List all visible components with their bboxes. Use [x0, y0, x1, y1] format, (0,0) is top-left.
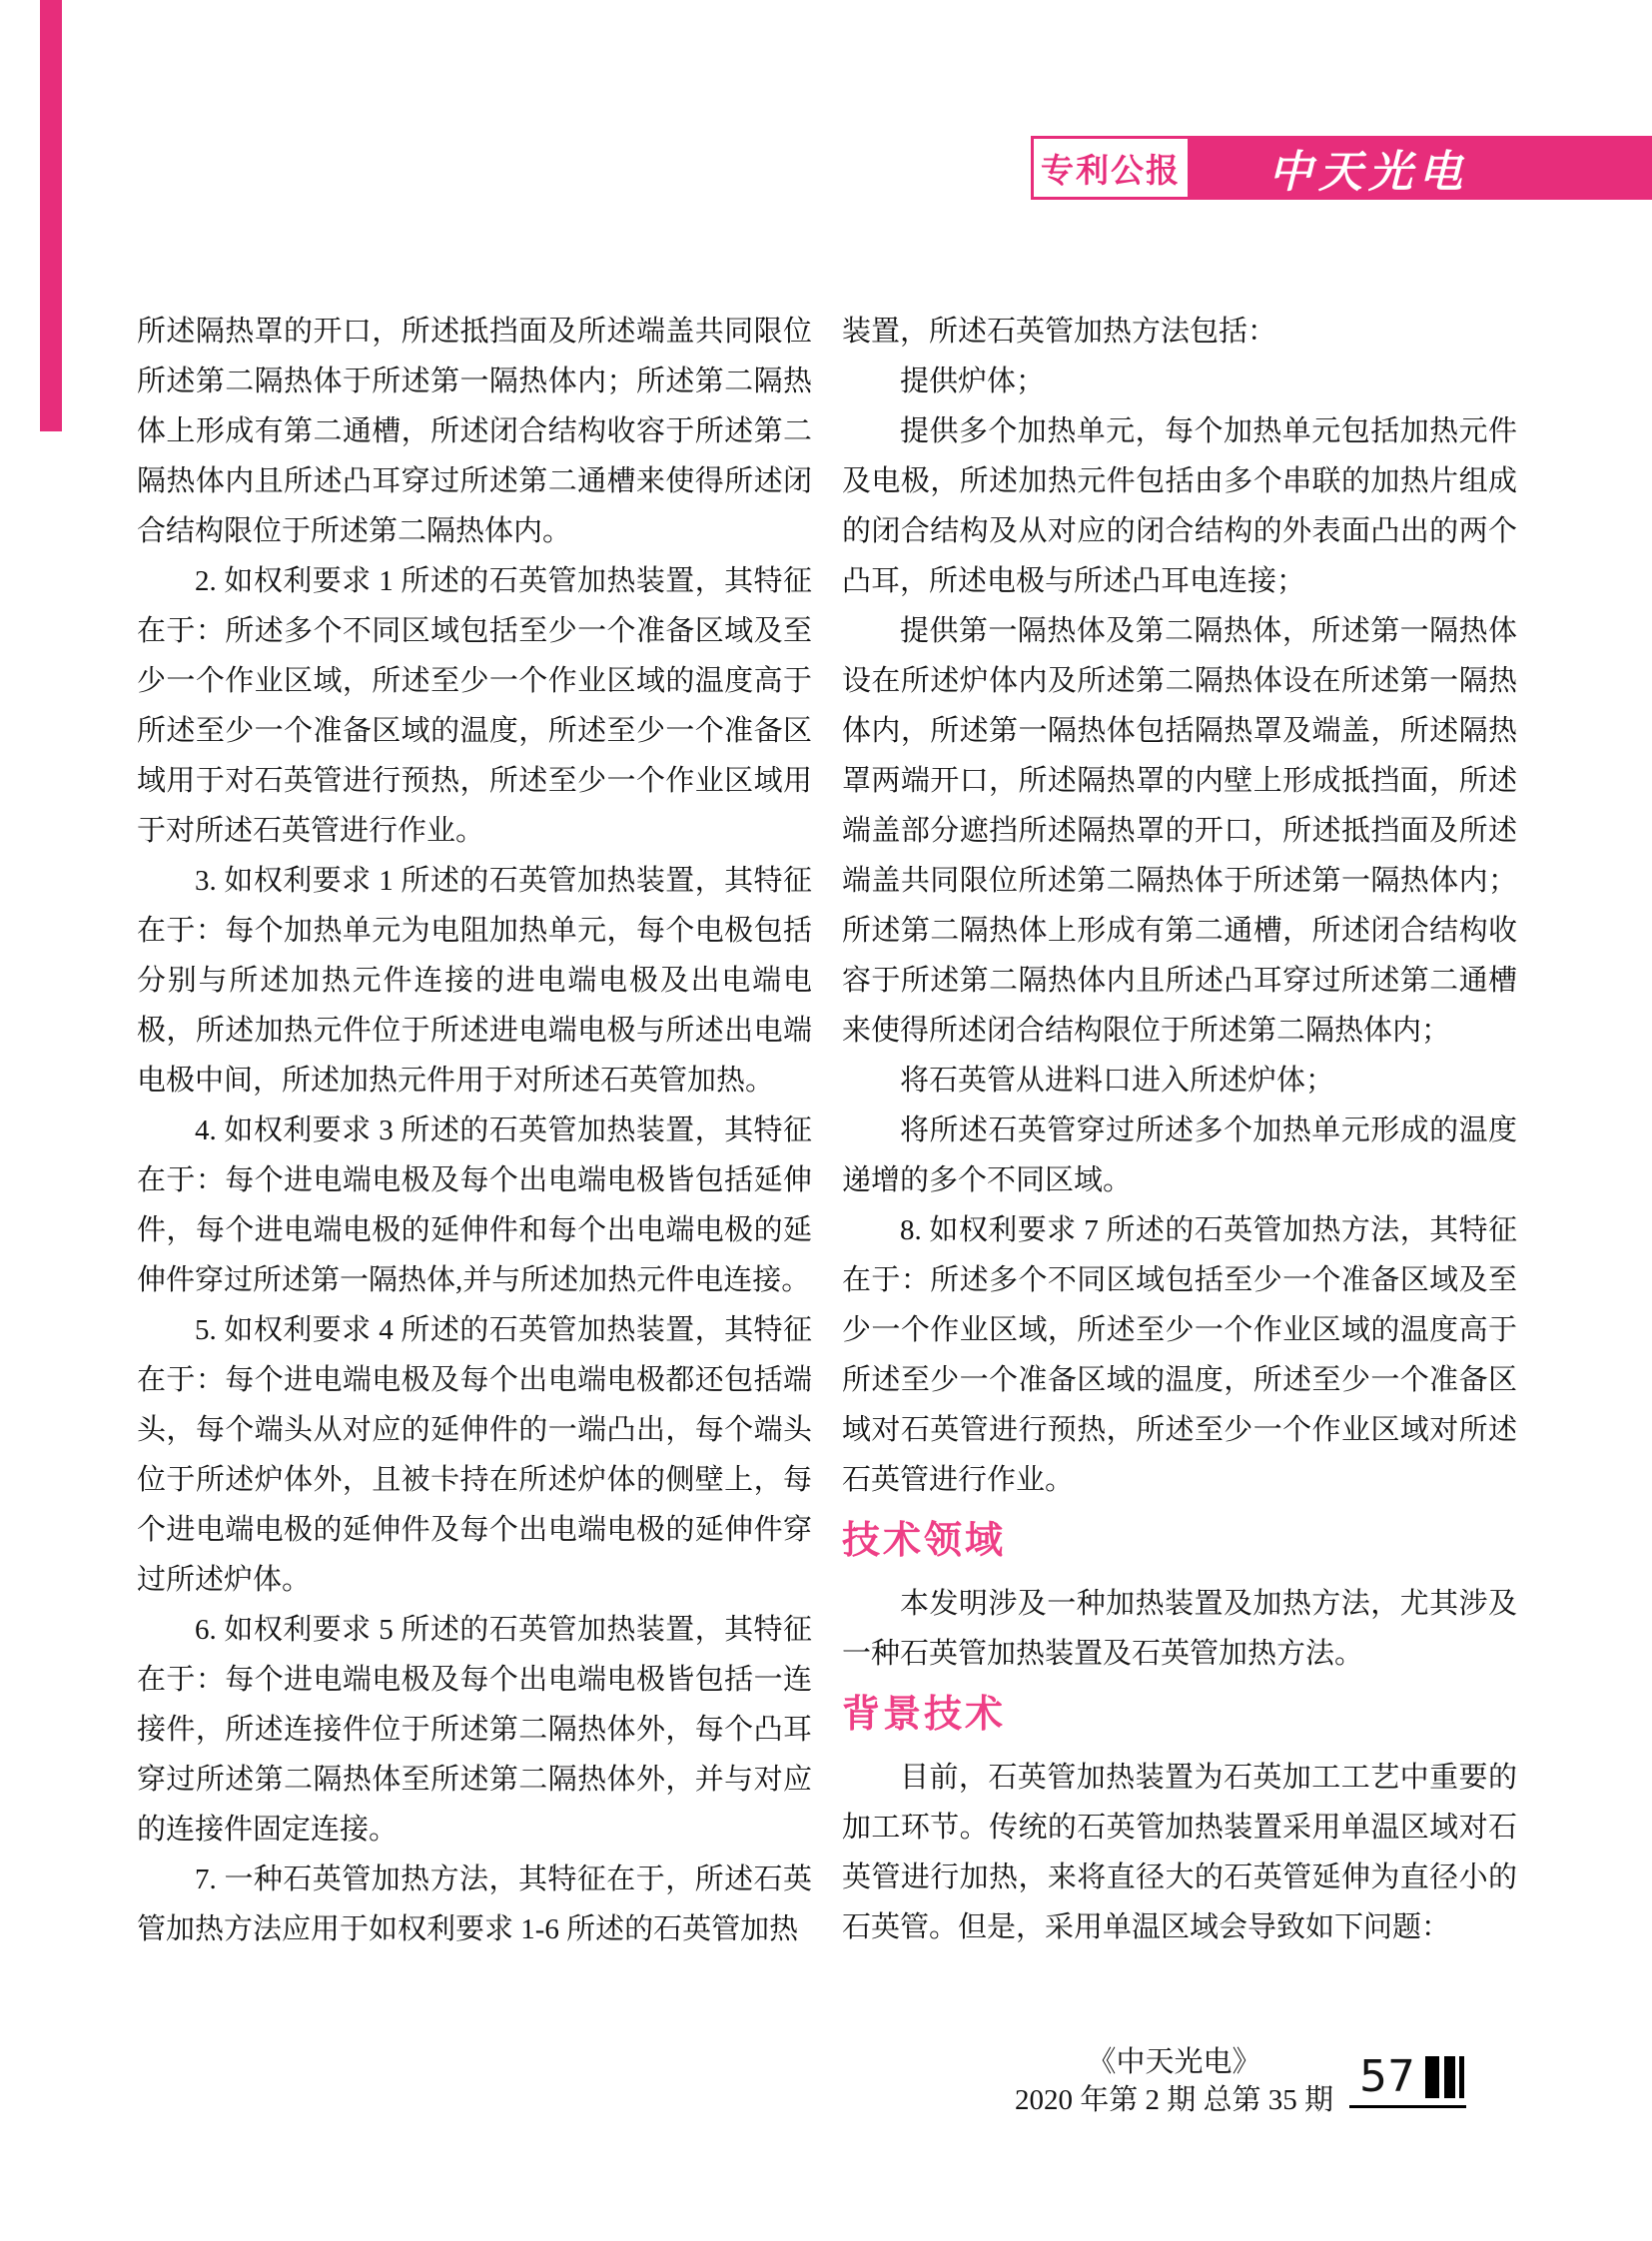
issue-info: 2020 年第 2 期 总第 35 期 [1014, 2084, 1333, 2116]
body-paragraph: 4. 如权利要求 3 所述的石英管加热装置，其特征在于：每个进电端电极及每个出电端电极皆包括延伸件，每个进电端电极的延伸件和每个出电端电极的延伸件穿过所述第一隔热体,并与所述加热元件电连接。 [137, 1115, 812, 1296]
body-paragraph: 目前，石英管加热装置为石英加工工艺中重要的加工环节。传统的石英管加热装置采用单温区域对石英管进行加热，来将直径大的石英管延伸为直径小的石英管。但是，采用单温区域会导致如下问题： [842, 1762, 1517, 1943]
body-paragraph: 8. 如权利要求 7 所述的石英管加热方法，其特征在于：所述多个不同区域包括至少一个准备区域及至少一个作业区域，所述至少一个作业区域的温度高于所述至少一个准备区域的温度，所述至少一个准备区域对石英管进行预热，所述至少一个作业区域对所述石英管进行作业。 [842, 1214, 1517, 1496]
column-right [842, 307, 1517, 1952]
bar-icon [1444, 2056, 1455, 2098]
body-paragraph: 提供第一隔热体及第二隔热体，所述第一隔热体设在所述炉体内及所述第二隔热体设在所述第一隔热体内，所述第一隔热体包括隔热罩及端盖，所述隔热罩两端开口，所述隔热罩的内壁上形成抵挡面，所述端盖部分遮挡所述隔热罩的开口，所述抵挡面及所述端盖共同限位所述第二隔热体于所述第一隔热体内；所述第二隔热体上形成有第二通槽，所述闭合结构收容于所述第二隔热体内且所述凸耳穿过所述第二通槽来使得所述闭合结构限位于所述第二隔热体内； [842, 615, 1517, 1047]
body-paragraph: 所述隔热罩的开口，所述抵挡面及所述端盖共同限位所述第二隔热体于所述第一隔热体内；所述第二隔热体上形成有第二通槽，所述闭合结构收容于所述第二隔热体内且所述凸耳穿过所述第二通槽来使得所述闭合结构限位于所述第二隔热体内。 [137, 316, 812, 547]
section-tag: 专利公报 [1031, 136, 1191, 200]
section-heading: 技术领域 [842, 1520, 1007, 1562]
body-paragraph: 将所述石英管穿过所述多个加热单元形成的温度递增的多个不同区域。 [842, 1115, 1517, 1196]
page-number: 57 [1359, 2051, 1415, 2102]
body-paragraph: 装置，所述石英管加热方法包括： [842, 316, 1277, 348]
body-paragraph: 5. 如权利要求 4 所述的石英管加热装置，其特征在于：每个进电端电极及每个出电端电极都还包括端头，每个端头从对应的延伸件的一端凸出，每个端头位于所述炉体外，且被卡持在所述炉体的侧壁上，每个进电端电极的延伸件及每个出电端电极的延伸件穿过所述炉体。 [137, 1314, 812, 1596]
section-heading: 背景技术 [842, 1694, 1007, 1736]
body-paragraph: 7. 一种石英管加热方法，其特征在于，所述石英管加热方法应用于如权利要求 1-6 所述的石英管加热 [137, 1864, 812, 1945]
body-paragraph: 本发明涉及一种加热装置及加热方法，尤其涉及一种石英管加热装置及石英管加热方法。 [842, 1588, 1517, 1670]
column-left [137, 307, 812, 1954]
body-paragraph: 提供多个加热单元，每个加热单元包括加热元件及电极，所述加热元件包括由多个串联的加热片组成的闭合结构及从对应的闭合结构的外表面凸出的两个凸耳，所述电极与所述凸耳电连接； [842, 415, 1517, 597]
footer-publication-info [1015, 2043, 1333, 2119]
body-paragraph: 3. 如权利要求 1 所述的石英管加热装置，其特征在于：每个加热单元为电阻加热单元，每个电极包括分别与所述加热元件连接的进电端电极及出电端电极，所述加热元件位于所述进电端电极与所述出电端电极中间，所述加热元件用于对所述石英管加热。 [137, 865, 812, 1097]
journal-title: 《中天光电》 [1087, 2046, 1261, 2078]
page-number-group [1349, 2051, 1466, 2108]
page-footer [1015, 2043, 1466, 2119]
bar-icon [1425, 2056, 1439, 2098]
bar-icon [1459, 2056, 1464, 2098]
brand-logo: 中天光电 [1191, 136, 1652, 200]
body-paragraph: 6. 如权利要求 5 所述的石英管加热装置，其特征在于：每个进电端电极及每个出电端电极皆包括一连接件，所述连接件位于所述第二隔热体外，每个凸耳穿过所述第二隔热体至所述第二隔热体外，并与对应的连接件固定连接。 [137, 1614, 812, 1846]
left-accent-strip [40, 0, 62, 431]
body-paragraph: 将石英管从进料口进入所述炉体； [900, 1065, 1335, 1097]
body-paragraph: 提供炉体； [900, 366, 1046, 397]
footer-bars-icon [1425, 2055, 1464, 2098]
body-paragraph: 2. 如权利要求 1 所述的石英管加热装置，其特征在于：所述多个不同区域包括至少一个准备区域及至少一个作业区域，所述至少一个作业区域的温度高于所述至少一个准备区域的温度，所述至少一个准备区域用于对石英管进行预热，所述至少一个作业区域用于对所述石英管进行作业。 [137, 565, 812, 847]
page-header [1031, 136, 1652, 200]
